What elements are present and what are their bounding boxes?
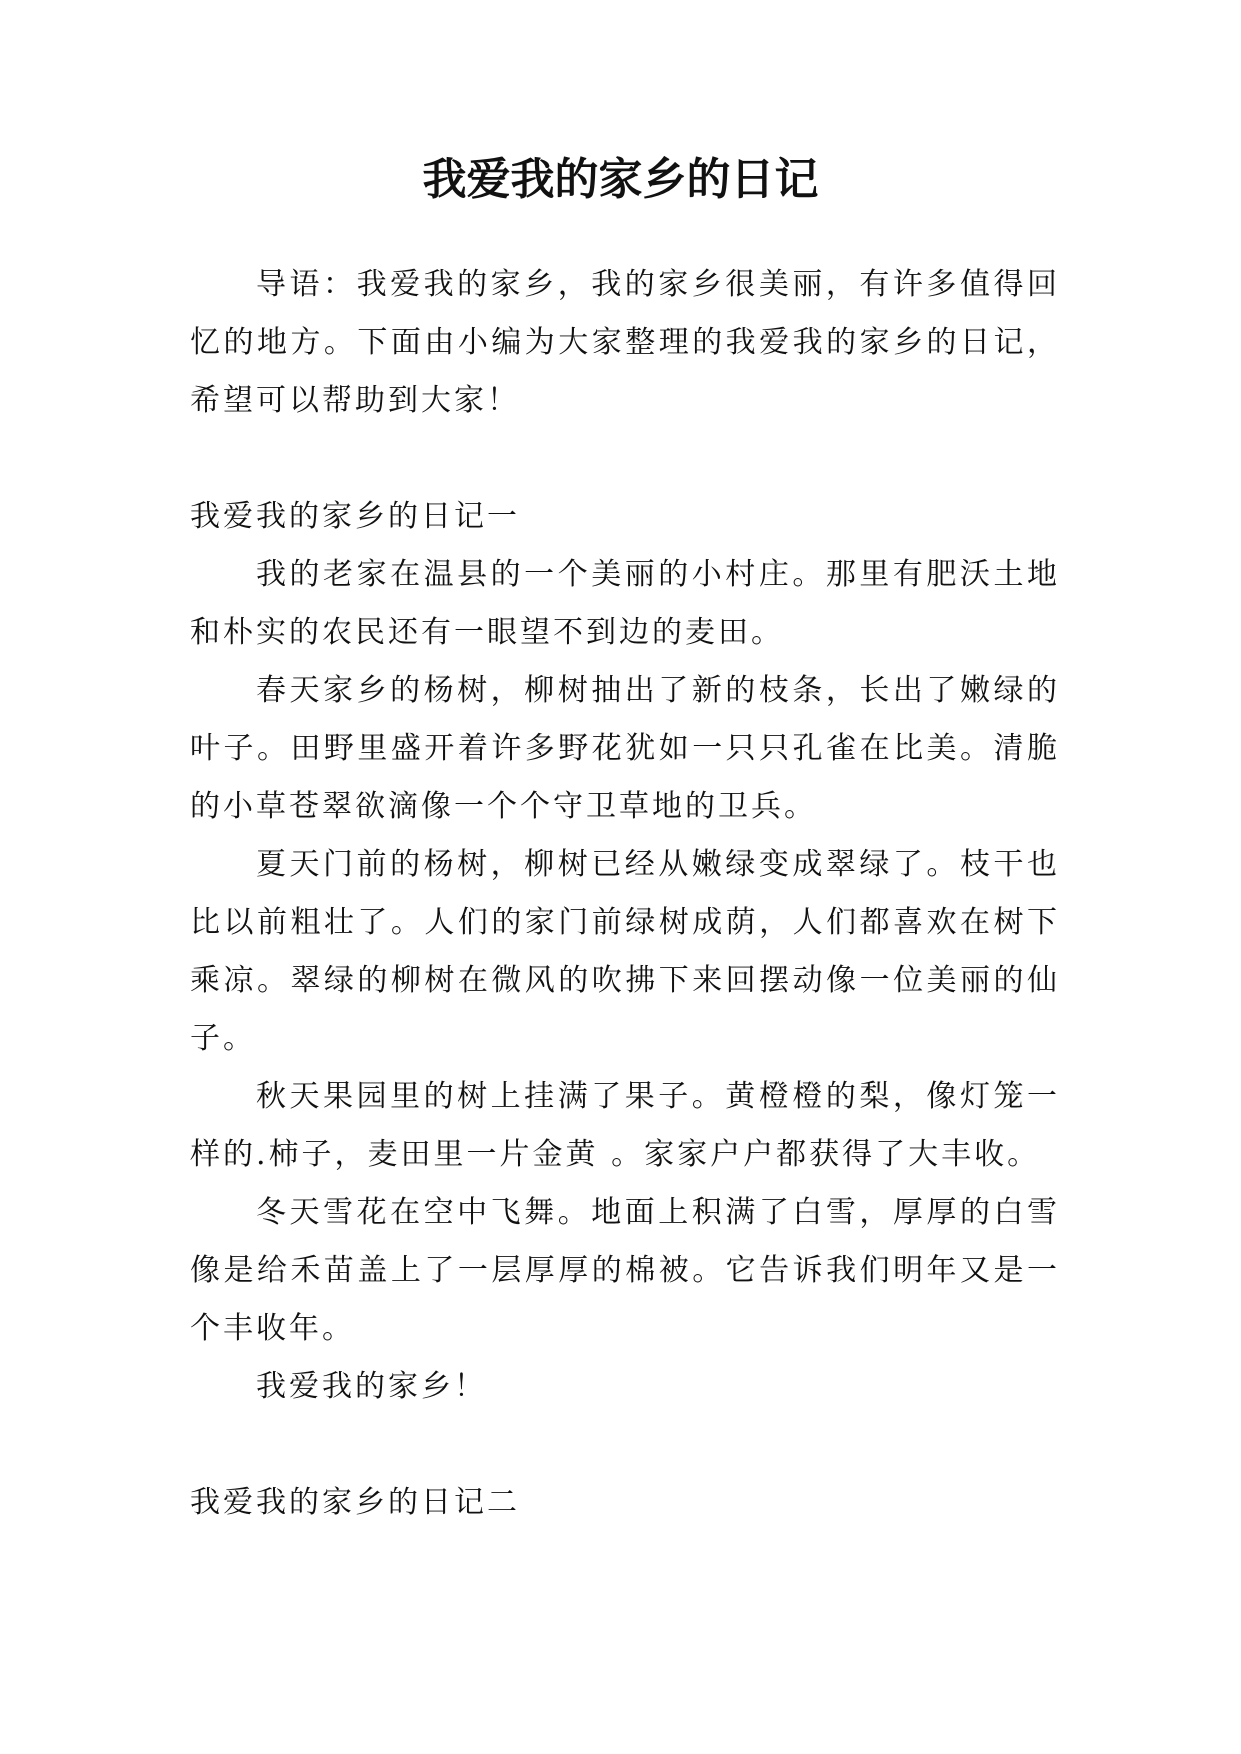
- section-gap: [190, 1416, 1060, 1474]
- paragraph: 冬天雪花在空中飞舞。地面上积满了白雪，厚厚的白雪像是给禾苗盖上了一层厚厚的棉被。它告诉我们明年又是一个丰收年。: [190, 1195, 1060, 1346]
- paragraph: 夏天门前的杨树，柳树已经从嫩绿变成翠绿了。枝干也比以前粗壮了。人们的家门前绿树成荫，人们都喜欢在树下乘凉。翠绿的柳树在微风的吹拂下来回摆动像一位美丽的仙子。: [190, 847, 1060, 1056]
- section-gap: [190, 430, 1060, 488]
- paragraph: 秋天果园里的树上挂满了果子。黄橙橙的梨，像灯笼一样的.柿子，麦田里一片金黄 。家家户户都获得了大丰收。: [190, 1079, 1060, 1172]
- paragraph: 春天家乡的杨树，柳树抽出了新的枝条，长出了嫩绿的叶子。田野里盛开着许多野花犹如一只只孔雀在比美。清脆的小草苍翠欲滴像一个个守卫草地的卫兵。: [190, 673, 1060, 824]
- section-heading-1: 我爱我的家乡的日记一: [190, 499, 520, 534]
- document-body: [190, 256, 1060, 1532]
- document-title: 我爱我的家乡的日记: [422, 154, 819, 205]
- intro-paragraph: 导语：我爱我的家乡，我的家乡很美丽，有许多值得回忆的地方。下面由小编为大家整理的我爱我的家乡的日记，希望可以帮助到大家！: [190, 267, 1060, 418]
- paragraph: 我的老家在温县的一个美丽的小村庄。那里有肥沃土地和朴实的农民还有一眼望不到边的麦田。: [190, 557, 1060, 650]
- paragraph: 我爱我的家乡！: [256, 1369, 487, 1404]
- section-heading-2: 我爱我的家乡的日记二: [190, 1485, 520, 1520]
